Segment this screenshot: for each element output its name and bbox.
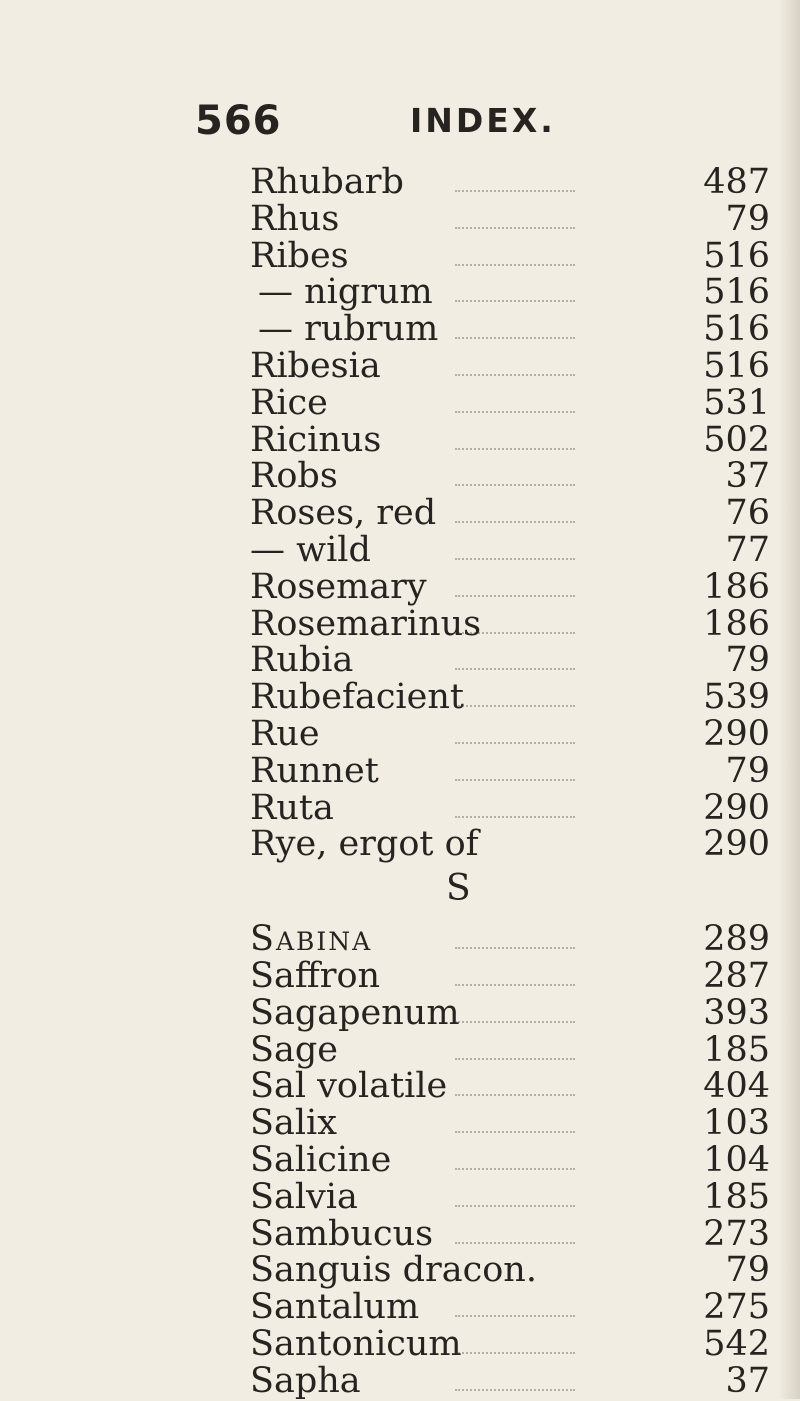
entry-term: Ruta — [250, 787, 334, 828]
leader-dots — [455, 705, 575, 707]
leader-dots — [455, 779, 575, 781]
leader-dots — [455, 1094, 575, 1096]
entry-term: Salix — [250, 1103, 337, 1144]
entry-page: 290 — [703, 713, 770, 754]
entry-term: Santonicum — [250, 1323, 462, 1364]
entry-term: Rhus — [250, 198, 340, 239]
entry-term: Salvia — [250, 1176, 358, 1217]
index-entry — [0, 750, 800, 791]
index-entry — [0, 419, 800, 460]
page-header — [0, 98, 800, 148]
entry-term: Rhubarb — [250, 162, 404, 202]
index-entry — [0, 713, 800, 754]
entry-term: — nigrum — [258, 272, 433, 313]
entry-page: 79 — [725, 640, 770, 681]
index-entry — [0, 921, 800, 958]
index-entry — [0, 198, 800, 239]
entry-term: Sagapenum — [250, 992, 460, 1033]
entry-page: 539 — [703, 677, 770, 718]
leader-dots — [455, 632, 575, 634]
leader-dots — [455, 595, 575, 597]
entry-page: 275 — [703, 1287, 770, 1328]
entry-term: Sage — [250, 1029, 338, 1070]
index-entry — [0, 1068, 800, 1105]
entry-term: Rosemarinus — [250, 603, 482, 644]
entry-page: 290 — [703, 824, 770, 865]
index-entry — [0, 1105, 800, 1142]
index-entry — [0, 787, 800, 828]
entry-term: Rue — [250, 713, 320, 754]
leader-dots — [455, 1315, 575, 1317]
entry-page: 79 — [725, 750, 770, 791]
entry-term: Ribesia — [250, 345, 381, 386]
leader-dots — [455, 411, 575, 413]
entry-term: Santalum — [250, 1287, 420, 1328]
running-title: INDEX. — [410, 101, 556, 140]
entry-page: 186 — [703, 603, 770, 644]
entry-page: 76 — [725, 493, 770, 534]
entry-term: Robs — [250, 456, 338, 497]
leader-dots — [455, 1242, 575, 1244]
page-number: 566 — [195, 98, 282, 144]
leader-dots — [455, 521, 575, 523]
entry-page: 289 — [703, 919, 770, 960]
entry-term: Sal volatile — [250, 1066, 448, 1107]
entry-term: Rubia — [250, 640, 354, 681]
entry-term: Saffron — [250, 955, 381, 996]
entry-page: 531 — [703, 382, 770, 423]
leader-dots — [455, 484, 575, 486]
entry-term: Rubefacient — [250, 677, 464, 718]
leader-dots — [455, 1168, 575, 1170]
leader-dots — [455, 374, 575, 376]
entry-page: 516 — [703, 272, 770, 313]
entry-term: Rye, ergot of — [250, 824, 479, 865]
entry-page: 185 — [703, 1176, 770, 1217]
leader-dots — [455, 947, 575, 949]
entry-page: 516 — [703, 309, 770, 350]
entry-page: 487 — [703, 162, 770, 202]
leader-dots — [455, 300, 575, 302]
index-entry — [0, 1213, 800, 1254]
index-entry — [0, 164, 800, 201]
entry-page: 104 — [703, 1139, 770, 1180]
section-letter: S — [446, 868, 471, 910]
index-entry — [0, 955, 800, 996]
leader-dots — [455, 1021, 575, 1023]
index-entry — [0, 529, 800, 570]
entry-term: Sabina — [250, 919, 373, 960]
leader-dots — [455, 1131, 575, 1133]
index-entry — [0, 826, 800, 863]
entry-page: 273 — [703, 1213, 770, 1254]
leader-dots — [455, 1058, 575, 1060]
entry-page: 404 — [703, 1066, 770, 1107]
leader-dots — [455, 558, 575, 560]
leader-dots — [455, 984, 575, 986]
index-entry — [0, 274, 800, 311]
entry-term: Sapha — [250, 1360, 361, 1401]
entry-page: 103 — [703, 1103, 770, 1144]
index-entry — [0, 1289, 800, 1326]
index-entry — [0, 1029, 800, 1070]
leader-dots — [455, 337, 575, 339]
index-entry — [0, 1139, 800, 1180]
entry-page: 77 — [725, 529, 770, 570]
entry-page: 37 — [725, 456, 770, 497]
entry-page: 516 — [703, 235, 770, 276]
entry-page: 290 — [703, 787, 770, 828]
index-entry — [0, 603, 800, 644]
index-entry — [0, 679, 800, 716]
entry-page: 79 — [725, 198, 770, 239]
section-heading — [0, 863, 800, 921]
entry-page: 186 — [703, 566, 770, 607]
index-entry — [0, 642, 800, 679]
entry-term: Roses, red — [250, 493, 437, 534]
leader-dots — [455, 264, 575, 266]
leader-dots — [455, 1352, 575, 1354]
entry-term: — wild — [250, 529, 371, 570]
index-entry — [0, 566, 800, 607]
leader-dots — [455, 742, 575, 744]
page-edge-shadow — [778, 0, 800, 1399]
entry-page: 79 — [725, 1250, 770, 1291]
index-entry — [0, 495, 800, 532]
entry-page: 516 — [703, 345, 770, 386]
entry-page: 37 — [725, 1360, 770, 1401]
index-entry — [0, 458, 800, 495]
index-entry — [0, 1323, 800, 1364]
leader-dots — [455, 668, 575, 670]
entry-page: 185 — [703, 1029, 770, 1070]
index-list — [0, 164, 800, 1400]
index-entry — [0, 311, 800, 348]
entry-term: Rice — [250, 382, 328, 423]
leader-dots — [455, 1389, 575, 1391]
leader-dots — [455, 816, 575, 818]
leader-dots — [455, 448, 575, 450]
entry-term: Rosemary — [250, 566, 427, 607]
entry-term: Sanguis dracon. — [250, 1250, 537, 1291]
entry-page: 393 — [703, 992, 770, 1033]
leader-dots — [455, 227, 575, 229]
entry-page: 502 — [703, 419, 770, 460]
index-entry — [0, 235, 800, 276]
entry-term: — rubrum — [258, 309, 439, 350]
index-entry — [0, 1252, 800, 1289]
index-entry — [0, 382, 800, 423]
entry-term: Ribes — [250, 235, 349, 276]
entry-term: Ricinus — [250, 419, 382, 460]
index-entry — [0, 345, 800, 386]
leader-dots — [455, 1205, 575, 1207]
entry-term: Runnet — [250, 750, 379, 791]
entry-term: Sambucus — [250, 1213, 434, 1254]
entry-page: 542 — [703, 1323, 770, 1364]
index-entry — [0, 1360, 800, 1401]
index-entry — [0, 1176, 800, 1217]
leader-dots — [455, 190, 575, 192]
index-entry — [0, 992, 800, 1033]
entry-term: Salicine — [250, 1139, 392, 1180]
entry-page: 287 — [703, 955, 770, 996]
